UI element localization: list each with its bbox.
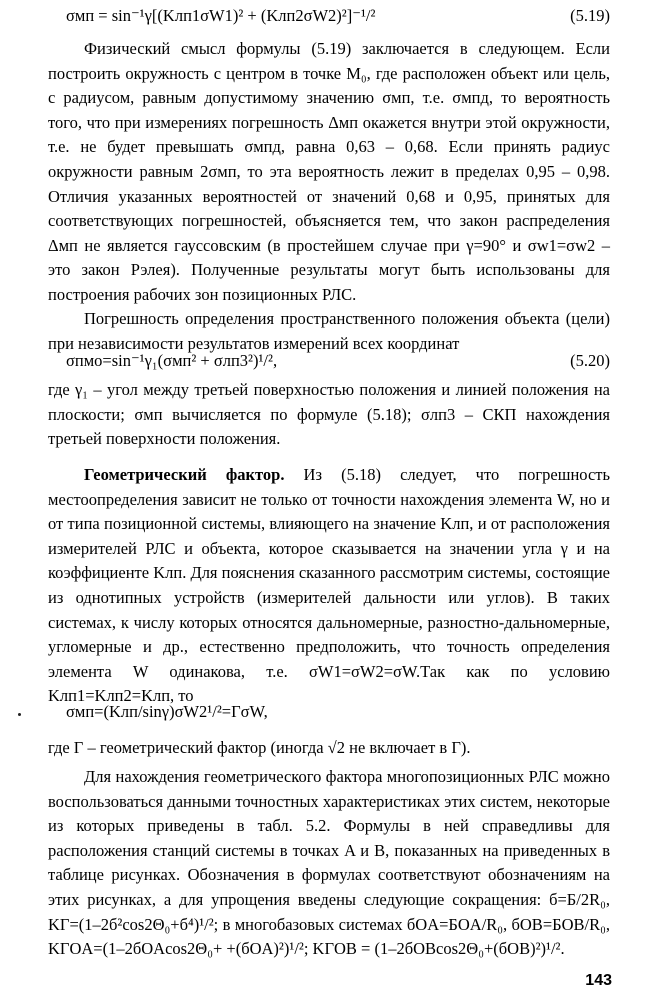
equation-number-5-19: (5.19) (570, 6, 610, 25)
equation-geometric-factor: σмп=(Kлп/sinγ)σW2¹/²=ΓσW, (66, 702, 268, 721)
paragraph-geometric-factor-text: Из (5.18) следует, что погрешность местоопределения зависит не только от точности нахождения элемента W, но и от типа позиционной системы, влияющего на значение Kлп, и от расположения измерителей РЛС и объекта, которое сказывается на значении угла γ и на коэффициенте Kлп. Для пояснения сказанного рассмотрим системы, состоящие из однотипных устройств (измерителей дальности или углов). В таких системах, к числу которых относятся дальномерные, разностно-дальномерные, угломерные и др., естественно предположить, что точность определения элемента W одинакова, т.е. σW1=σW2=σW.Так как по условию Kлп1=Kлп2=Kлп, то (48, 465, 610, 706)
paragraph-geometric-factor (48, 463, 610, 709)
equation-5-20: σпмо=sin⁻¹γ₁(σмп² + σлп3²)¹/², (66, 351, 278, 370)
equation-5-19: σмп = sin⁻¹γ[(Kлп1σW1)² + (Kлп2σW2)²]⁻¹/² (66, 6, 376, 25)
paragraph-gamma-meaning: где Γ – геометрический фактор (иногда √2 не включает в Γ). (48, 738, 471, 757)
paragraph-gamma-definition: где γ₁ – угол между третьей поверхностью положения и линией положения на плоскости; σмп вычисляется по формуле (5.18); σлп3 – СКП нахождения третьей поверхности положения. (48, 380, 610, 449)
section-heading-geometric-factor: Геометрический фактор. (84, 465, 285, 484)
equation-number-5-20: (5.20) (570, 351, 610, 370)
paragraph-multiposition-rls: Для нахождения геометрического фактора многопозиционных РЛС можно воспользоваться данными точностных характеристиках этих систем, некоторые из которых приведены в табл. 5.2. Формулы в ней справедливы для расположения станций системы в точках A и B, показанных на приведенных в таблице рисунках. Обозначения в формулах соответствуют обозначениям на этих рисунках, а для упрощения введены следующие сокращения: б=Б/2R₀, KΓ=(1–2б²cos2Θ₀+б⁴)¹/²; в многобазовых системах бOA=БOA/R₀, бOB=БOB/R₀, KΓOA=(1–2бOAcos2Θ₀+ +(бOA)²)¹/²; KΓOB = (1–2бOBcos2Θ₀+(бOB)²)¹/². (48, 767, 610, 959)
page-number: 143 (585, 972, 612, 989)
paragraph-physical-meaning: Физический смысл формулы (5.19) заключается в следующем. Если построить окружность с центром в точке M₀, где расположен объект или цель, с радиусом, равным допустимому значению σмп, т.е. σмпд, то вероятность того, что при измерениях погрешность Δмп окажется внутри этой окружности, т.е. не будет превышать σмпд, равна 0,63 – 0,68. Если принять радиус окружности равным 2σмп, то эта вероятность лежит в пределах 0,95 – 0,98. Отличия указанных вероятностей от значений 0,68 и 0,95, принятых для соответствующих погрешностей, объясняется тем, что закон распределения Δмп не является гауссовским (в простейшем случае при γ=90° и σw1=σw2 – это закон Рэлея). Полученные результаты могут быть использованы для построения рабочих зон позиционных РЛС. (48, 39, 610, 304)
scan-speck (18, 713, 21, 716)
paragraph-spatial-error: Погрешность определения пространственного положения объекта (цели) при независимости результатов измерений всех координат (48, 309, 610, 353)
